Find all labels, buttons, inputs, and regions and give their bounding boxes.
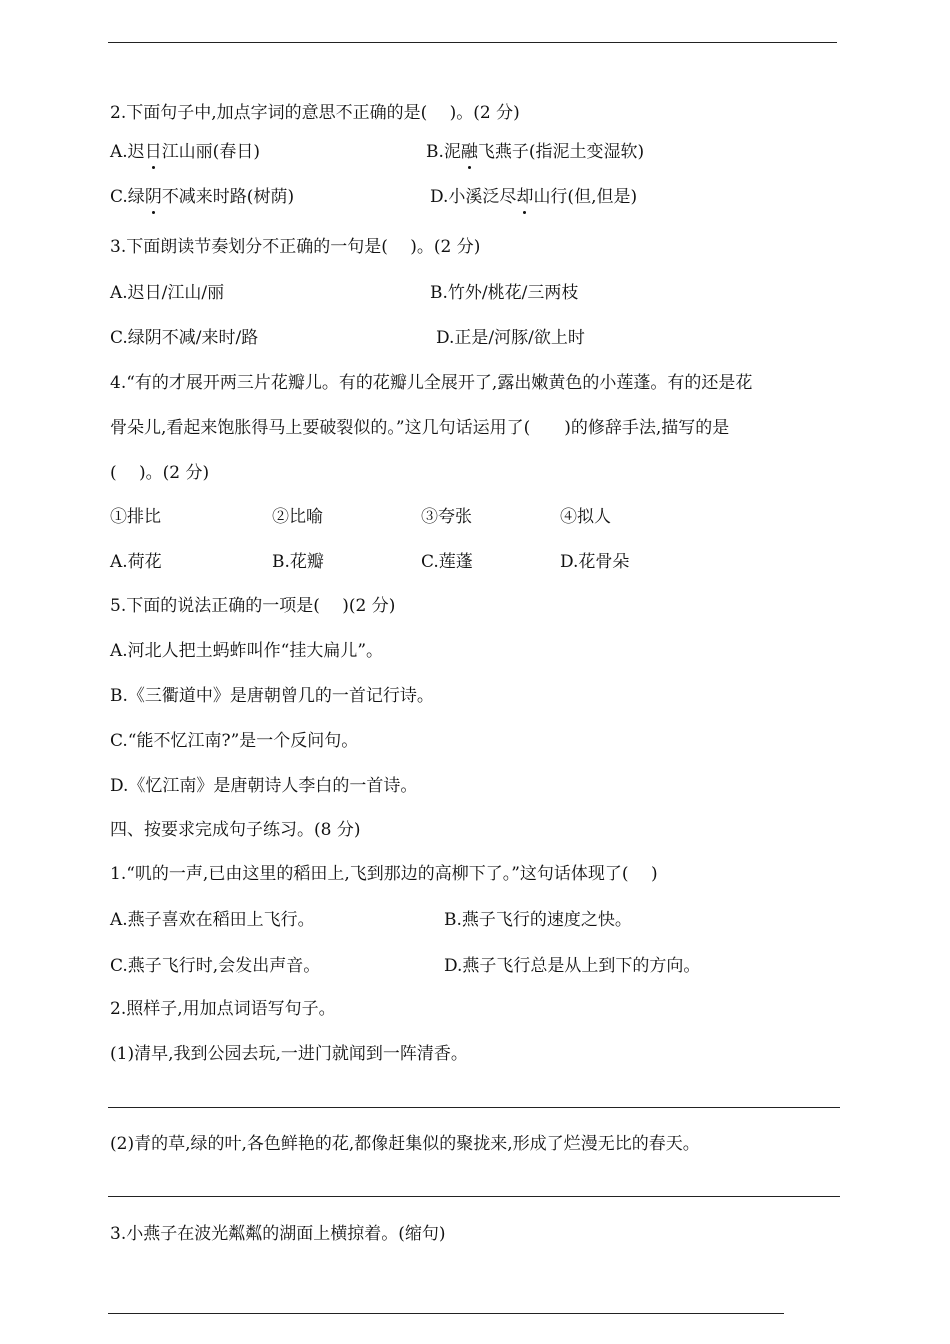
q4-rhetoric-2: ②比喻 <box>272 507 323 527</box>
q5-option-d: D.《忆江南》是唐朝诗人李白的一首诗。 <box>110 776 418 796</box>
s4-q1-stem: 1.“叽的一声,已由这里的稻田上,飞到那边的高柳下了。”这句话体现了( ) <box>110 864 658 884</box>
q4-rhetoric-3: ③夸张 <box>421 507 472 527</box>
s4-q1-option-a: A.燕子喜欢在稻田上飞行。 <box>110 910 315 930</box>
q5-option-a: A.河北人把土蚂蚱叫作“挂大扁儿”。 <box>110 641 384 661</box>
q4-option-c: C.莲蓬 <box>421 552 473 572</box>
top-rule <box>108 42 837 43</box>
q3-option-c: C.绿阴不减/来时/路 <box>110 328 259 348</box>
q5-stem: 5.下面的说法正确的一项是( )(2 分) <box>110 596 396 616</box>
s4-q2-item-1: (1)清早,我到公园去玩,一进门就闻到一阵清香。 <box>110 1044 468 1064</box>
q5-option-b: B.《三衢道中》是唐朝曾几的一首记行诗。 <box>110 686 434 706</box>
q3-option-d: D.正是/河豚/欲上时 <box>436 328 585 348</box>
q2-stem: 2.下面句子中,加点字词的意思不正确的是( )。(2 分) <box>110 103 520 123</box>
s4-q2-stem: 2.照样子,用加点词语写句子。 <box>110 999 336 1019</box>
s4-q3-stem: 3.小燕子在波光粼粼的湖面上横掠着。(缩句) <box>110 1224 446 1244</box>
answer-line-2[interactable] <box>108 1196 840 1197</box>
q5-option-c: C.“能不忆江南?”是一个反问句。 <box>110 731 359 751</box>
s4-q1-option-b: B.燕子飞行的速度之快。 <box>444 910 632 930</box>
answer-line-3[interactable] <box>108 1313 784 1314</box>
s4-q2-item-2: (2)青的草,绿的叶,各色鲜艳的花,都像赶集似的聚拢来,形成了烂漫无比的春天。 <box>110 1134 700 1154</box>
q3-option-a: A.迟日/江山/丽 <box>110 283 225 303</box>
q4-option-a: A.荷花 <box>110 552 162 572</box>
q4-stem-line-2: 骨朵儿,看起来饱胀得马上要破裂似的。”这几句话运用了( )的修辞手法,描写的是 <box>110 418 730 438</box>
q3-option-b: B.竹外/桃花/三两枝 <box>430 283 579 303</box>
q4-rhetoric-1: ①排比 <box>110 507 161 527</box>
q2-option-b: B.泥融飞燕子(指泥土变湿软) <box>426 142 645 162</box>
q2-option-a: A.迟日江山丽(春日) <box>110 142 260 162</box>
section-heading: 四、按要求完成句子练习。(8 分) <box>110 820 361 840</box>
q4-option-d: D.花骨朵 <box>560 552 630 572</box>
answer-line-1[interactable] <box>108 1107 840 1108</box>
q4-option-b: B.花瓣 <box>272 552 324 572</box>
q2-option-c: C.绿阴不减来时路(树荫) <box>110 187 295 207</box>
q4-rhetoric-4: ④拟人 <box>560 507 611 527</box>
q3-stem: 3.下面朗读节奏划分不正确的一句是( )。(2 分) <box>110 237 481 257</box>
q4-stem-line-3: ( )。(2 分) <box>110 463 210 483</box>
s4-q1-option-c: C.燕子飞行时,会发出声音。 <box>110 956 321 976</box>
q4-stem-line-1: 4.“有的才展开两三片花瓣儿。有的花瓣儿全展开了,露出嫩黄色的小莲蓬。有的还是花 <box>110 373 753 393</box>
q2-option-d: D.小溪泛尽却山行(但,但是) <box>430 187 638 207</box>
s4-q1-option-d: D.燕子飞行总是从上到下的方向。 <box>444 956 701 976</box>
